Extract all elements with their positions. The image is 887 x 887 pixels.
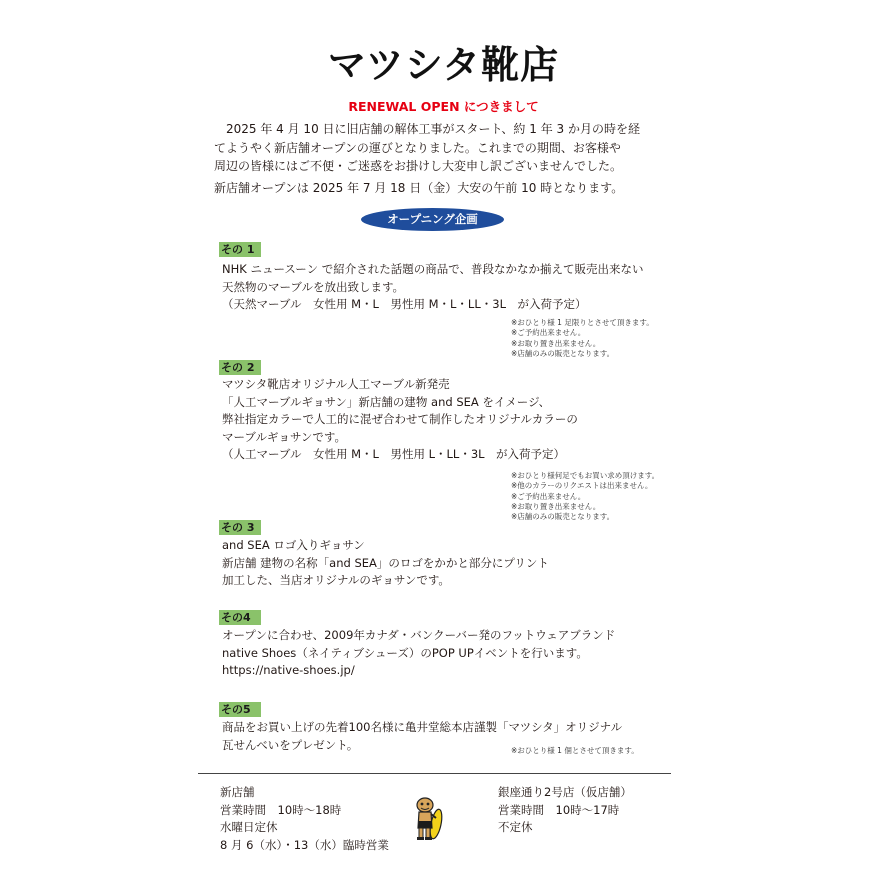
mascot-surfer-icon: [412, 796, 446, 842]
new-store-info: [220, 784, 389, 854]
item-3-body: [222, 537, 549, 590]
item-3-line: 新店舗 建物の名称「and SEA」のロゴをかかと部分にプリント: [222, 555, 549, 570]
item-4-line: オープンに合わせ、2009年カナダ・バンクーバー発のフットウェアブランド: [222, 628, 616, 642]
item-2-line: （人工マーブル 女性用 M・L 男性用 L・LL・3L が入荷予定）: [222, 447, 566, 461]
item-1-line: NHK ニュースーン で紹介された話題の商品で、普段なかなか揃えて販売出来ない: [222, 262, 644, 276]
item-5-line: 商品をお買い上げの先着100名様に亀井堂総本店謹製「マツシタ」オリジナル: [222, 720, 623, 734]
item-2-line: 弊社指定カラーで人工的に混ぜ合わせて制作したオリジナルカラーの: [222, 412, 578, 426]
note: ※お取り置き出来ません。: [511, 338, 601, 348]
renewal-title: [0, 97, 887, 115]
ginza-store-line: 不定休: [498, 820, 533, 834]
item-5-line: 瓦せんべいをプレゼント。: [222, 737, 359, 752]
item-4-body: [222, 627, 615, 680]
item-2-line: 「人工マーブルギョサン」新店舗の建物 and SEA をイメージ、: [222, 394, 551, 409]
item-4-line: native Shoes（ネイティブシューズ）のPOP UPイベントを行います。: [222, 645, 588, 660]
intro-line: 2025 年 4 月 10 日に旧店舗の解体工事がスタート、約 1 年 3 か月の時を経: [214, 122, 640, 136]
item-2-label: その 2: [219, 360, 261, 375]
new-store-line: 新店舗: [220, 785, 255, 799]
item-2-notes: [511, 471, 659, 522]
note: ※お取り置き出来ません。: [511, 501, 601, 511]
new-store-line: 営業時間 10時〜18時: [220, 802, 342, 817]
item-5-label: その5: [219, 702, 261, 717]
opening-plan-badge: オープニング企画: [361, 208, 504, 231]
item-1-line: （天然マーブル 女性用 M・L 男性用 M・L・LL・3L が入荷予定）: [222, 297, 587, 311]
new-store-line: 水曜日定休: [220, 820, 278, 834]
note: ※店舗のみの販売となります。: [511, 348, 615, 358]
item-1-label: その 1: [219, 242, 261, 257]
store-logo: マツシタ靴店: [327, 43, 560, 87]
item-5-notes: [511, 746, 639, 756]
ginza-store-info: [498, 784, 632, 837]
ginza-store-line: 銀座通り2号店（仮店舗）: [498, 785, 632, 799]
intro-line: てようやく新店舗オープンの運びとなりました。これまでの期間、お客様や: [214, 140, 621, 155]
note: ※おひとり様何足でもお買い求め頂けます。: [511, 471, 660, 480]
new-store-line: 8 月 6（水）・13（水）臨時営業: [220, 837, 389, 852]
note: ※ご予約出来ません。: [511, 491, 586, 501]
item-1-notes: [511, 318, 654, 359]
item-3-line: 加工した、当店オリジナルのギョサンです。: [222, 573, 450, 587]
intro-paragraph: [214, 120, 654, 197]
ginza-store-line: 営業時間 10時〜17時: [498, 802, 620, 817]
note: ※おひとり様 1 足限りとさせて頂きます。: [511, 318, 654, 327]
item-2-line: マツシタ靴店オリジナル人工マーブル新発売: [222, 377, 450, 391]
item-1-body: [222, 261, 644, 314]
opening-date: 新店舗オープンは 2025 年 7 月 18 日（金）大安の午前 10 時となります。: [214, 180, 624, 195]
item-2-body: [222, 376, 578, 464]
intro-line: 周辺の皆様にはご不便・ご迷惑をお掛けし大変申し訳ございませんでした。: [214, 159, 623, 173]
footer-divider: [198, 773, 671, 774]
note: ※他のカラーのリクエストは出来ません。: [511, 481, 653, 491]
note: ※おひとり様 1 個とさせて頂きます。: [511, 746, 639, 755]
note: ※店舗のみの販売となります。: [511, 512, 615, 522]
item-4-url[interactable]: https://native-shoes.jp/: [222, 663, 355, 677]
item-4-label: その4: [219, 610, 261, 625]
item-1-line: 天然物のマーブルを放出致します。: [222, 279, 405, 294]
renewal-title-text: RENEWAL OPEN につきまして: [348, 99, 539, 114]
note: ※ご予約出来ません。: [511, 328, 586, 338]
item-3-label: その 3: [219, 520, 261, 535]
item-2-line: マーブルギョサンです。: [222, 429, 346, 444]
item-3-line: and SEA ロゴ入りギョサン: [222, 538, 365, 552]
